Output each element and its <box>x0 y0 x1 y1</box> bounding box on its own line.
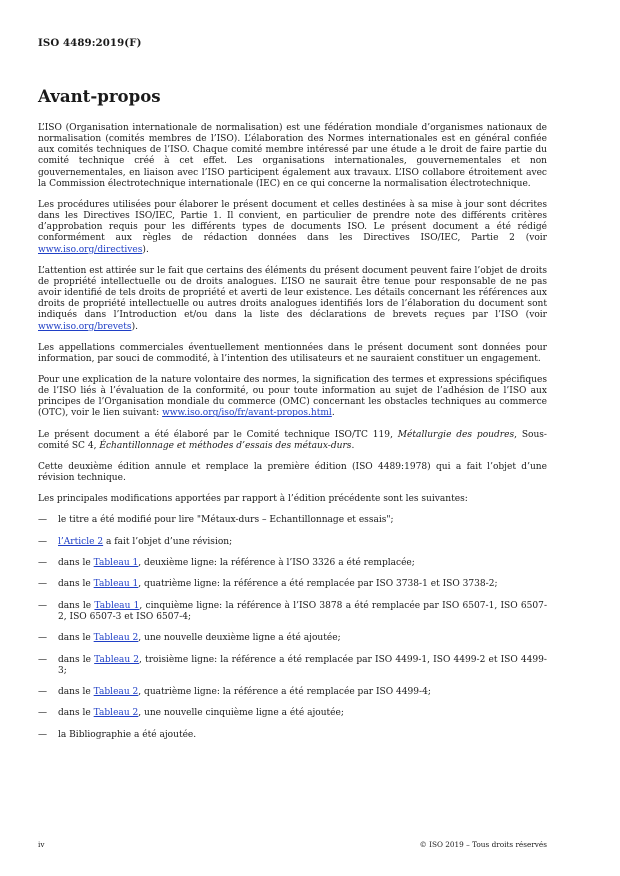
text-run: Les procédures utilisées pour élaborer le présent document et celles destinées à sa mise à jour sont décrites dans les Directives ISO/IEC, Partie 1. Il convient, en particulier de prendre note des différents critères d’approbation requis pour les différents types de documents ISO. Le présent document a été rédigé conformément aux règles de rédaction données dans les Directives ISO/IEC, Partie 2 (voir <box>38 199 547 244</box>
list-item-text <box>58 537 547 548</box>
list-dash: — <box>38 654 48 665</box>
document-id: ISO 4489:2019(F) <box>38 37 142 49</box>
text-run: , Sous-comité SC 4, <box>38 429 547 451</box>
paragraph <box>38 266 547 333</box>
paragraphs <box>38 123 547 505</box>
tableau-1-link[interactable]: Tableau 1 <box>94 600 140 611</box>
tableau-1-link[interactable]: Tableau 1 <box>93 558 139 569</box>
list-dash: — <box>38 729 48 740</box>
list-item <box>38 558 547 569</box>
paragraph <box>38 343 547 365</box>
list-dash: — <box>38 633 48 644</box>
text-run: , troisième ligne: la référence a été remplacée par ISO 4499-1, ISO 4499-2 et ISO 4499-3; <box>58 654 547 676</box>
text-run: Pour une explication de la nature volontaire des normes, la signification des termes et expressions spécifiques de l’ISO liés à l’évaluation de la conformité, ou pour toute information au sujet de l’adhésion de l’ISO aux principes de l’Organisation mondiale du commerce (OMC) concernant les obstacles techniques au commerce (OTC), voir le lien suivant: <box>38 374 547 419</box>
list-item <box>38 708 547 719</box>
text-run: dans le <box>58 600 95 611</box>
list-item-text <box>58 601 547 623</box>
list-item <box>38 537 547 548</box>
text-run: dans le <box>58 579 94 590</box>
document-page <box>38 0 547 876</box>
text-run: Le présent document a été élaboré par le Comité technique ISO/TC 119, <box>38 429 398 440</box>
list-dash: — <box>38 708 48 719</box>
text-run: L’attention est attirée sur le fait que certains des éléments du présent document peuvent faire l’objet de droits de propriété intellectuelle ou de droits analogues. L’ISO ne saurait être tenue pour responsable de ne pas avoir identifié de tels droits de propriété et averti de leur existence. Les détails concernant les références aux droits de propriété intellectuelle ou autres droits analogues identifiés lors de l’élaboration du document sont indiqués dans l’Introduction et/ou dans la liste des déclarations de brevets reçues par l’ISO (voir <box>38 265 547 321</box>
text-run: , quatrième ligne: la référence a été remplacée par ISO 4499-4; <box>138 687 431 698</box>
text-run: la Bibliographie a été ajoutée. <box>58 729 197 740</box>
text-run: , une nouvelle deuxième ligne a été ajoutée; <box>138 633 341 644</box>
brevets-link[interactable]: www.iso.org/brevets <box>38 321 132 332</box>
tableau-2-link[interactable]: Tableau 2 <box>93 687 139 698</box>
text-run: , cinquième ligne: la référence à l’ISO 3878 a été remplacée par ISO 6507-1, ISO 6507-2, ISO 6507-3 et ISO 6507-4; <box>58 600 547 622</box>
tableau-2-link[interactable]: Tableau 2 <box>93 633 139 644</box>
tableau-2-link[interactable]: Tableau 2 <box>94 654 140 665</box>
text-run: dans le <box>58 654 95 665</box>
list-item-text <box>58 655 547 677</box>
foreword-body <box>38 123 547 751</box>
list-item <box>38 579 547 590</box>
paragraph <box>38 430 547 452</box>
list-item <box>38 633 547 644</box>
copyright-notice: © ISO 2019 – Tous droits réservés <box>419 840 547 849</box>
italic-text: Échantillonnage et méthodes d’essais des métaux-durs <box>99 440 352 451</box>
list-dash: — <box>38 579 48 590</box>
text-run: a fait l’objet d’une révision; <box>103 536 233 547</box>
page-number: iv <box>38 840 45 849</box>
list-item <box>38 655 547 677</box>
list-item <box>38 601 547 623</box>
list-dash: — <box>38 536 48 547</box>
list-item-text <box>58 730 547 741</box>
text-run: dans le <box>58 708 94 719</box>
text-run: , quatrième ligne: la référence a été remplacée par ISO 3738-1 et ISO 3738-2; <box>138 579 498 590</box>
paragraph <box>38 462 547 484</box>
list-dash: — <box>38 600 48 611</box>
list-item <box>38 730 547 741</box>
list-item-text <box>58 687 547 698</box>
text-run: le titre a été modifié pour lire "Métaux-durs – Echantillonnage et essais"; <box>58 515 394 526</box>
text-run: Cette deuxième édition annule et remplace la première édition (ISO 4489:1978) qui a fait l’objet d’une révision technique. <box>38 461 547 484</box>
list-item-text <box>58 515 547 526</box>
italic-text: Métallurgie des poudres <box>397 429 515 440</box>
text-run: L’ISO (Organisation internationale de normalisation) est une fédération mondiale d’organismes nationaux de normalisation (comités membres de l’ISO). L’élaboration des Normes internationales est en général confiée aux comités techniques de l’ISO. Chaque comité membre intéressé par une étude a le droit de faire partie du comité technique créé à cet effet. Les organisations internationales, gouvernementales et non gouvernementales, en liaison avec l’ISO participent également aux travaux. L’ISO collabore étroitement avec la Commission électrotechnique internationale (IEC) en ce qui concerne la normalisation électrotechnique. <box>38 123 547 189</box>
list-item-text <box>58 708 547 719</box>
paragraph <box>38 375 547 420</box>
list-dash: — <box>38 515 48 526</box>
list-item-text <box>58 633 547 644</box>
avant-propos-link[interactable]: www.iso.org/iso/fr/avant-propos.html <box>162 408 332 419</box>
text-run: ). <box>131 321 138 332</box>
text-run: Les appellations commerciales éventuellement mentionnées dans le présent document sont données pour information, par souci de commodité, à l’intention des utilisateurs et ne sauraient constituer un engagement. <box>38 342 547 364</box>
list-dash: — <box>38 558 48 569</box>
paragraph <box>38 494 547 505</box>
list-item-text <box>58 579 547 590</box>
directives-link[interactable]: www.iso.org/directives <box>38 244 143 255</box>
text-run: dans le <box>58 558 94 569</box>
tableau-2-link[interactable]: Tableau 2 <box>93 708 139 719</box>
text-run: dans le <box>58 687 94 698</box>
article-2-link[interactable]: l’Article 2 <box>58 536 104 547</box>
text-run: Les principales modifications apportées par rapport à l’édition précédente sont les suivantes: <box>38 494 468 505</box>
text-run: . <box>351 440 355 451</box>
list-item <box>38 515 547 526</box>
paragraph <box>38 123 547 190</box>
list-item <box>38 687 547 698</box>
text-run: , deuxième ligne: la référence à l’ISO 3326 a été remplacée; <box>138 558 415 569</box>
list-dash: — <box>38 687 48 698</box>
list-item-text <box>58 558 547 569</box>
text-run: ). <box>142 244 149 255</box>
text-run: dans le <box>58 633 94 644</box>
tableau-1-link[interactable]: Tableau 1 <box>93 579 139 590</box>
paragraph <box>38 200 547 256</box>
modifications-list <box>38 515 547 741</box>
text-run: , une nouvelle cinquième ligne a été ajoutée; <box>138 708 344 719</box>
section-title: Avant-propos <box>38 86 161 106</box>
text-run: . <box>331 408 335 419</box>
